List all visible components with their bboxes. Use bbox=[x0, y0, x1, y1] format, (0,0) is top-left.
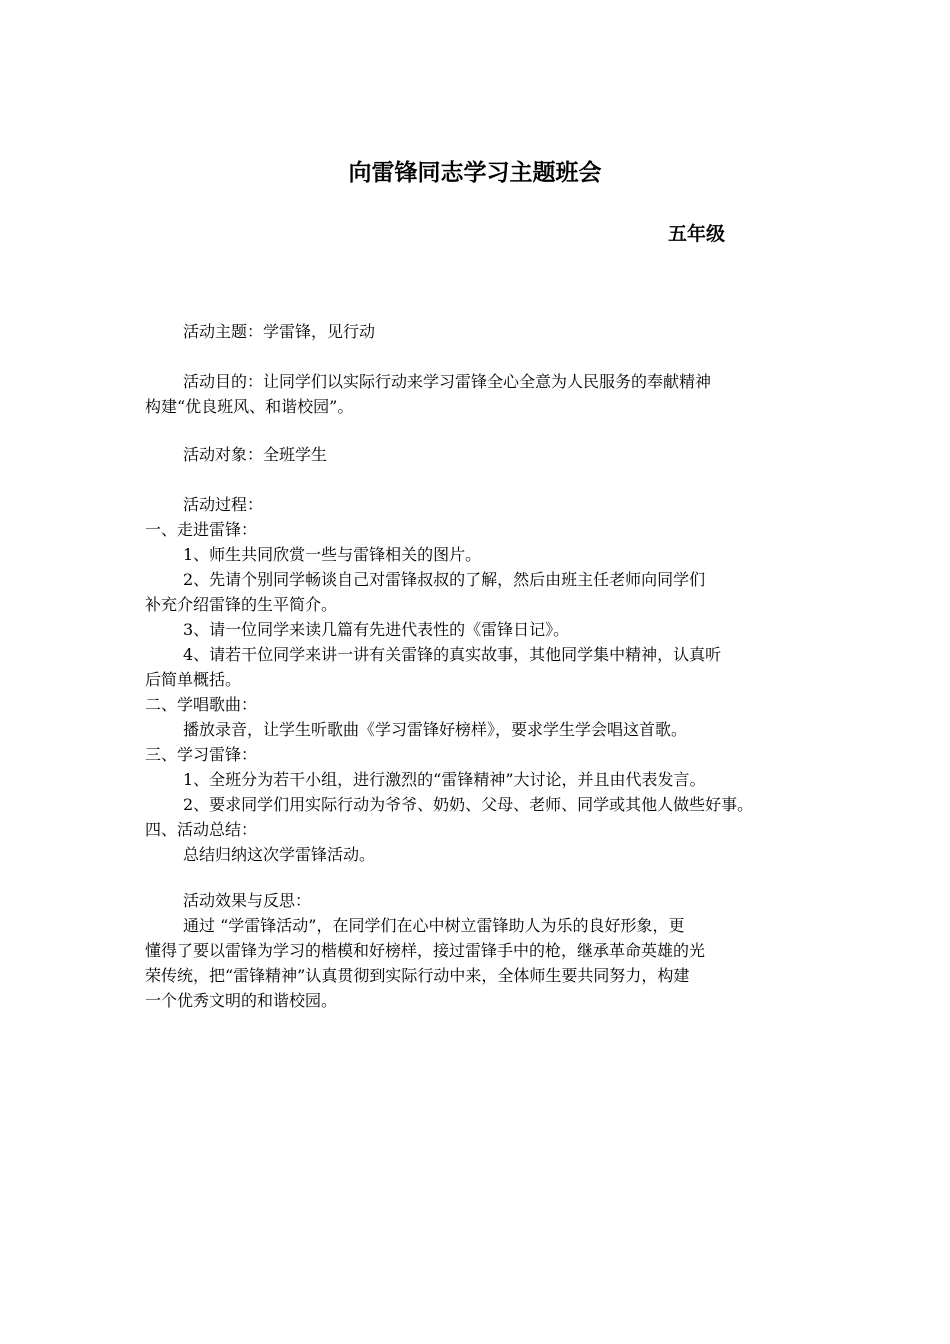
reflection-block bbox=[145, 888, 813, 1013]
list-item-continuation: 后简单概括。 bbox=[145, 670, 242, 689]
activity-purpose-block bbox=[145, 369, 813, 419]
section-heading: 三、学习雷锋： bbox=[145, 745, 258, 764]
reflection-line: 懂得了要以雷锋为学习的楷模和好榜样，接过雷锋手中的枪，继承革命英雄的光 bbox=[145, 941, 706, 960]
list-item: 4、请若干位同学来讲一讲有关雷锋的真实故事，其他同学集中精神，认真听 bbox=[183, 645, 722, 664]
reflection-label: 活动效果与反思： bbox=[183, 891, 312, 910]
activity-target-block bbox=[145, 442, 813, 467]
list-item: 1、全班分为若干小组，进行激烈的“雷锋精神”大讨论，并且由代表发言。 bbox=[183, 770, 706, 789]
list-item: 2、要求同学们用实际行动为爷爷、奶奶、父母、老师、同学或其他人做些好事。 bbox=[183, 795, 754, 814]
section-heading: 四、活动总结： bbox=[145, 820, 258, 839]
list-item: 1、师生共同欣赏一些与雷锋相关的图片。 bbox=[183, 545, 482, 564]
reflection-line: 一个优秀文明的和谐校园。 bbox=[145, 991, 338, 1010]
activity-process-block bbox=[145, 492, 813, 867]
activity-theme-block bbox=[145, 319, 813, 344]
document-title: 向雷锋同志学习主题班会 bbox=[348, 160, 602, 186]
list-item-continuation: 补充介绍雷锋的生平简介。 bbox=[145, 595, 338, 614]
list-item: 总结归纳这次学雷锋活动。 bbox=[183, 845, 376, 864]
list-item: 播放录音，让学生听歌曲《学习雷锋好榜样》，要求学生学会唱这首歌。 bbox=[183, 720, 688, 739]
reflection-line: 荣传统，把“雷锋精神”认真贯彻到实际行动中来，全体师生要共同努力，构建 bbox=[145, 966, 690, 985]
reflection-line: 通过 “学雷锋活动”，在同学们在心中树立雷锋助人为乐的良好形象，更 bbox=[183, 916, 685, 935]
process-label: 活动过程： bbox=[183, 495, 264, 514]
section-heading: 二、学唱歌曲： bbox=[145, 695, 258, 714]
activity-target: 活动对象：全班学生 bbox=[183, 445, 328, 464]
list-item: 2、先请个别同学畅谈自己对雷锋叔叔的了解，然后由班主任老师向同学们 bbox=[183, 570, 706, 589]
grade-label: 五年级 bbox=[668, 223, 726, 245]
list-item: 3、请一位同学来读几篇有先进代表性的《雷锋日记》。 bbox=[183, 620, 570, 639]
activity-purpose-line-2: 构建“优良班风、和谐校园”。 bbox=[145, 397, 354, 416]
activity-purpose-line-1: 活动目的：让同学们以实际行动来学习雷锋全心全意为人民服务的奉献精神 bbox=[183, 372, 712, 391]
activity-theme: 活动主题：学雷锋，见行动 bbox=[183, 322, 376, 341]
section-heading: 一、走进雷锋： bbox=[145, 520, 258, 539]
